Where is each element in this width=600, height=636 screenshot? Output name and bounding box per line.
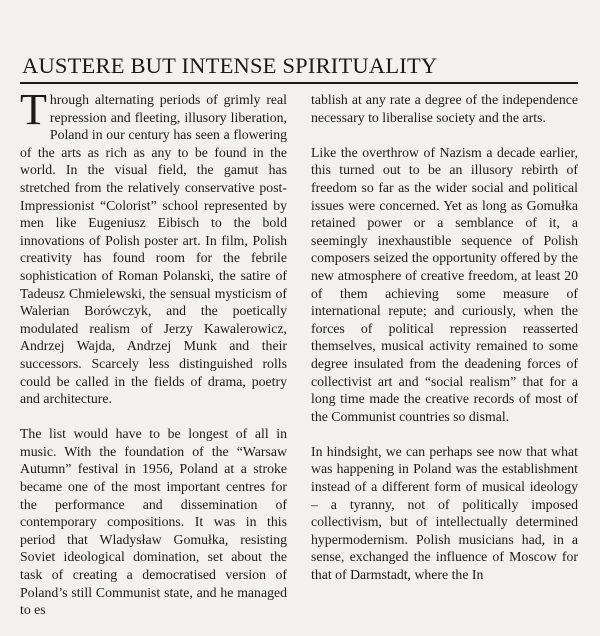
paragraph-1: [20, 85, 287, 408]
paragraph-1-text: hrough alternating periods of grimly real repression and fleeting, illusory liberation, Poland in our century has seen a flowering of the arts as rich as any to be found in the world. In the visual field, the gamut has stretched from the relatively conservative post-Impressionist “Colorist” school represented by men like Eugeniusz Eibisch to the bold innovations of Polish poster art. In film, Polish creativity has found room for the febrile sophistication of Roman Polanski, the satire of Tadeusz Chmielewski, the sensual mysticism of Walerian Borówczyk, and the poetically modulated realism of Jerzy Kawalerowicz, Andrzej Wajda, Andrzej Munk and their successors. Scarcely less distinguished rolls could be called in the fields of drama, poetry and architecture.: [20, 92, 287, 407]
paragraph-2: The list would have to be longest of all in music. With the foundation of the “Warsaw Autumn” festival in 1956, Poland at a stroke became one of the most important centres for the performance and dissemination of contemporary compositions. It was in this period that Wladysław Gomułka, resisting Soviet ideological domination, set about the task of creating a democratised version of Poland’s still Communist state, and he managed to es: [20, 426, 287, 618]
paragraph-5: In hindsight, we can perhaps see now that what was happening in Poland was the establishment instead of a different form of musical ideology – a tyranny, not of politically imposed collectivism, but of intellectually determined hypermodernism. Polish musicians had, in a sense, exchanged the influence of Moscow for that of Darmstadt, where the In: [311, 443, 578, 583]
heading-rule: [20, 82, 578, 84]
right-column: [311, 91, 578, 601]
left-column: [20, 85, 287, 636]
drop-cap: T: [20, 85, 47, 134]
paragraph-3: tablish at any rate a degree of the independence necessary to liberalise society and the arts.: [311, 92, 578, 125]
paragraph-4: Like the overthrow of Nazism a decade earlier, this turned out to be an illusory rebirth of freedom so far as the wider social and political issues were concerned. Yet as long as Gomułka retained power or a semblance of it, a seemingly inexhaustible sequence of Polish composers seized the opportunity offered by the new atmosphere of creative freedom, at least 20 of them achieving some measure of international repute; and curiously, when the forces of political repression reasserted themselves, musical activity remained to some degree insulated from the deadening forces of collectivist art and “social realism” that for a long time made the creative records of most of the Communist countries so dismal.: [311, 144, 578, 424]
page-heading: AUSTERE BUT INTENSE SPIRITUALITY: [22, 53, 438, 78]
